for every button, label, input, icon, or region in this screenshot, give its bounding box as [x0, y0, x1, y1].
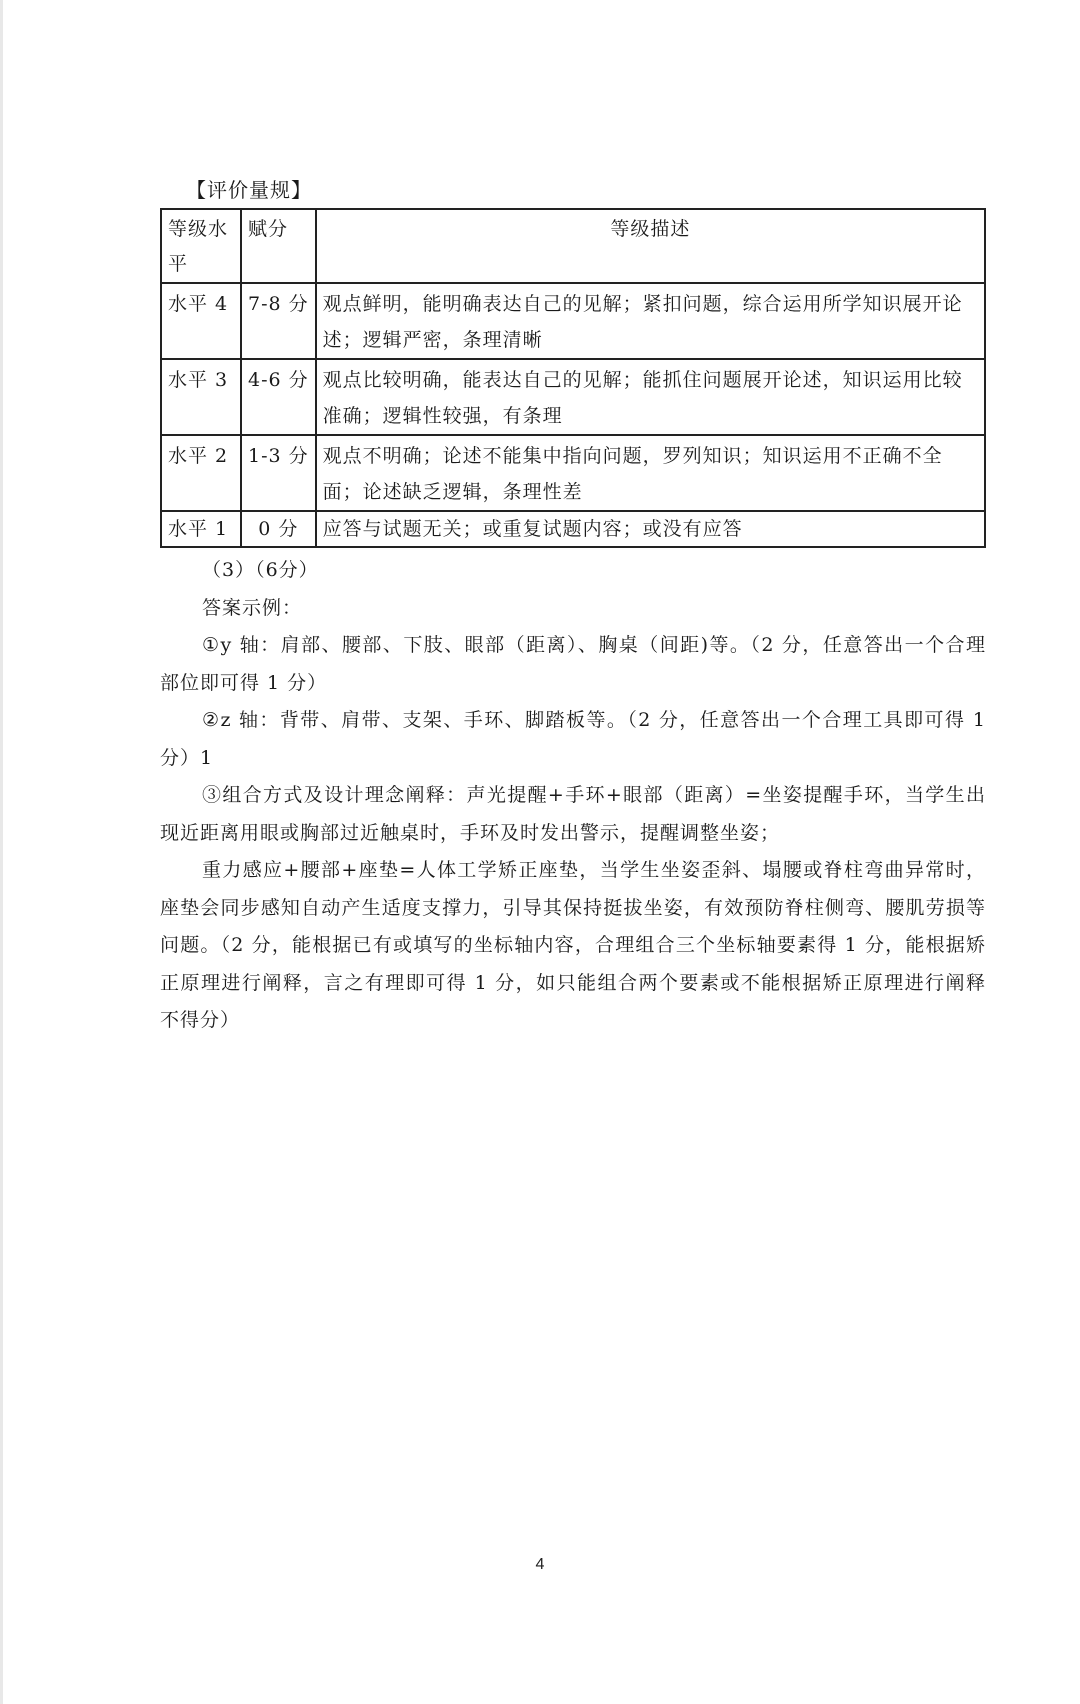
rubric-row: [161, 511, 985, 547]
answer-item-combination: ③组合方式及设计理念阐释：声光提醒+手环+眼部（距离）=坐姿提醒手环，当学生出现近距离用眼或胸部过近触桌时，手环及时发出警示，提醒调整坐姿；: [160, 784, 986, 844]
row-level: 水平 2: [161, 435, 241, 511]
rubric-table: [160, 208, 986, 548]
header-level: 等级水平: [161, 209, 241, 283]
row-score: 1-3 分: [241, 435, 316, 511]
rubric-row: [161, 283, 985, 359]
answer-section: [160, 552, 986, 1040]
row-score: 7-8 分: [241, 283, 316, 359]
seat-cushion-text: 重力感应+腰部+座垫=人体工学矫正座垫，当学生坐姿歪斜、塌腰或脊柱弯曲异常时，座垫会同步感知自动产生适度支撑力，引导其保持挺拔坐姿，有效预防脊柱侧弯、腰肌劳损等问题。: [160, 859, 986, 956]
answer-item-z-axis: ②z 轴：背带、肩带、支架、手环、脚踏板等。（2 分，任意答出一个合理工具即可得 1 分）1: [160, 709, 986, 769]
header-score: 赋分: [241, 209, 316, 283]
row-description: 观点鲜明，能明确表达自己的见解；紧扣问题，综合运用所学知识展开论述；逻辑严密，条理清晰: [316, 283, 985, 359]
rubric-row: [161, 359, 985, 435]
rubric-header-row: [161, 209, 985, 283]
scoring-note: （2 分，能根据已有或填写的坐标轴内容，合理组合三个坐标轴要素得 1 分，能根据矫正原理进行阐释，言之有理即可得 1 分，如只能组合两个要素或不能根据矫正原理进行阐释不得分）: [160, 934, 986, 1031]
part-label: （3）（6分）: [202, 559, 319, 581]
example-label: 答案示例：: [202, 596, 303, 619]
row-description: 观点不明确；论述不能集中指向问题，罗列知识；知识运用不正确不全面；论述缺乏逻辑，条理性差: [316, 435, 985, 511]
row-score: 0 分: [241, 511, 316, 547]
answer-item-seat-cushion: [160, 852, 986, 1040]
page-number: 4: [535, 1556, 545, 1573]
rubric-row: [161, 435, 985, 511]
row-level: 水平 4: [161, 283, 241, 359]
row-description: 应答与试题无关；或重复试题内容；或没有应答: [316, 511, 985, 547]
row-score: 4-6 分: [241, 359, 316, 435]
header-description: 等级描述: [316, 209, 985, 283]
row-level: 水平 1: [161, 511, 241, 547]
row-description: 观点比较明确，能表达自己的见解；能抓住问题展开论述，知识运用比较准确；逻辑性较强，有条理: [316, 359, 985, 435]
row-level: 水平 3: [161, 359, 241, 435]
page-edge: [0, 0, 3, 1704]
answer-item-y-axis: ①y 轴：肩部、腰部、下肢、眼部（距离）、胸桌（间距)等。（2 分，任意答出一个合理部位即可得 1 分）: [160, 634, 986, 694]
document-content: [160, 176, 986, 1040]
rubric-title: 【评价量规】: [186, 178, 312, 202]
